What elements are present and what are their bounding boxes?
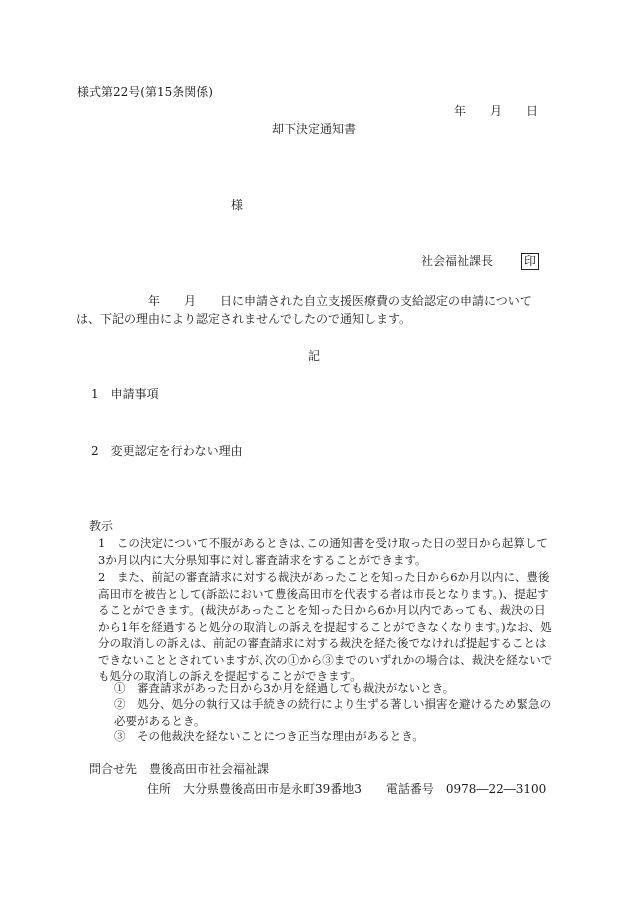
notice-item-1: 1 この決定について不服があるときは､この通知書を受け取った日の翌日から起算して3か月以内に大分県知事に対し審査請求をすることができます。 [98, 536, 548, 567]
section-application-items: 1 申請事項 [91, 387, 159, 401]
notice-item-2: 2 また、前記の審査請求に対する裁決があったことを知った日から6か月以内に、豊後高田市を被告として(訴訟において豊後高田市を代表する者は市長となります。)、提起することができます。(裁決があったことを知った日から6か月以内であっても、裁決の日から1年を経過すると処分の取消しの訴えを提起することができなくなります。)なお、処分の取消しの訴えは、前記の審査請求に対する裁決を経た後でなければ提起することはできないこととされていますが､次の①から③までのいずれかの場合は、裁決を経ないでも処分の取消しの訴えを提起することができます。 [98, 570, 553, 683]
notice-sub-1: ① 審査請求があった日から3か月を経過しても裁決がないとき。 [114, 681, 455, 695]
contact-address: 住所 大分県豊後高田市是永町39番地3 電話番号 0978―22―3100 [147, 782, 547, 796]
ki-heading: 記 [308, 349, 321, 363]
contact-label: 問合せ先 豊後高田市社会福祉課 [89, 762, 270, 776]
seal-mark: 印 [521, 253, 539, 270]
document-title: 却下決定通知書 [272, 122, 357, 136]
notice-sub-2: ② 処分、処分の執行又は手続きの続行により生ずる著しい損害を避けるため緊急の必要があるとき。 [114, 697, 551, 728]
notice-heading: 教示 [89, 519, 114, 533]
body-text: 年 月 日に申請された自立支援医療費の支給認定の申請については、下記の理由により認定されませんでしたので通知します。 [76, 294, 532, 326]
sender-line [421, 253, 539, 270]
notice-sub-3: ③ その他裁決を経ないことにつき正当な理由があるとき。 [114, 729, 424, 743]
section-reason: 2 変更認定を行わない理由 [91, 444, 243, 458]
sender-title: 社会福祉課長 [421, 254, 494, 268]
form-number: 様式第22号(第15条関係) [77, 85, 213, 99]
date-line: 年 月 日 [454, 104, 539, 118]
addressee-suffix: 様 [231, 198, 244, 212]
